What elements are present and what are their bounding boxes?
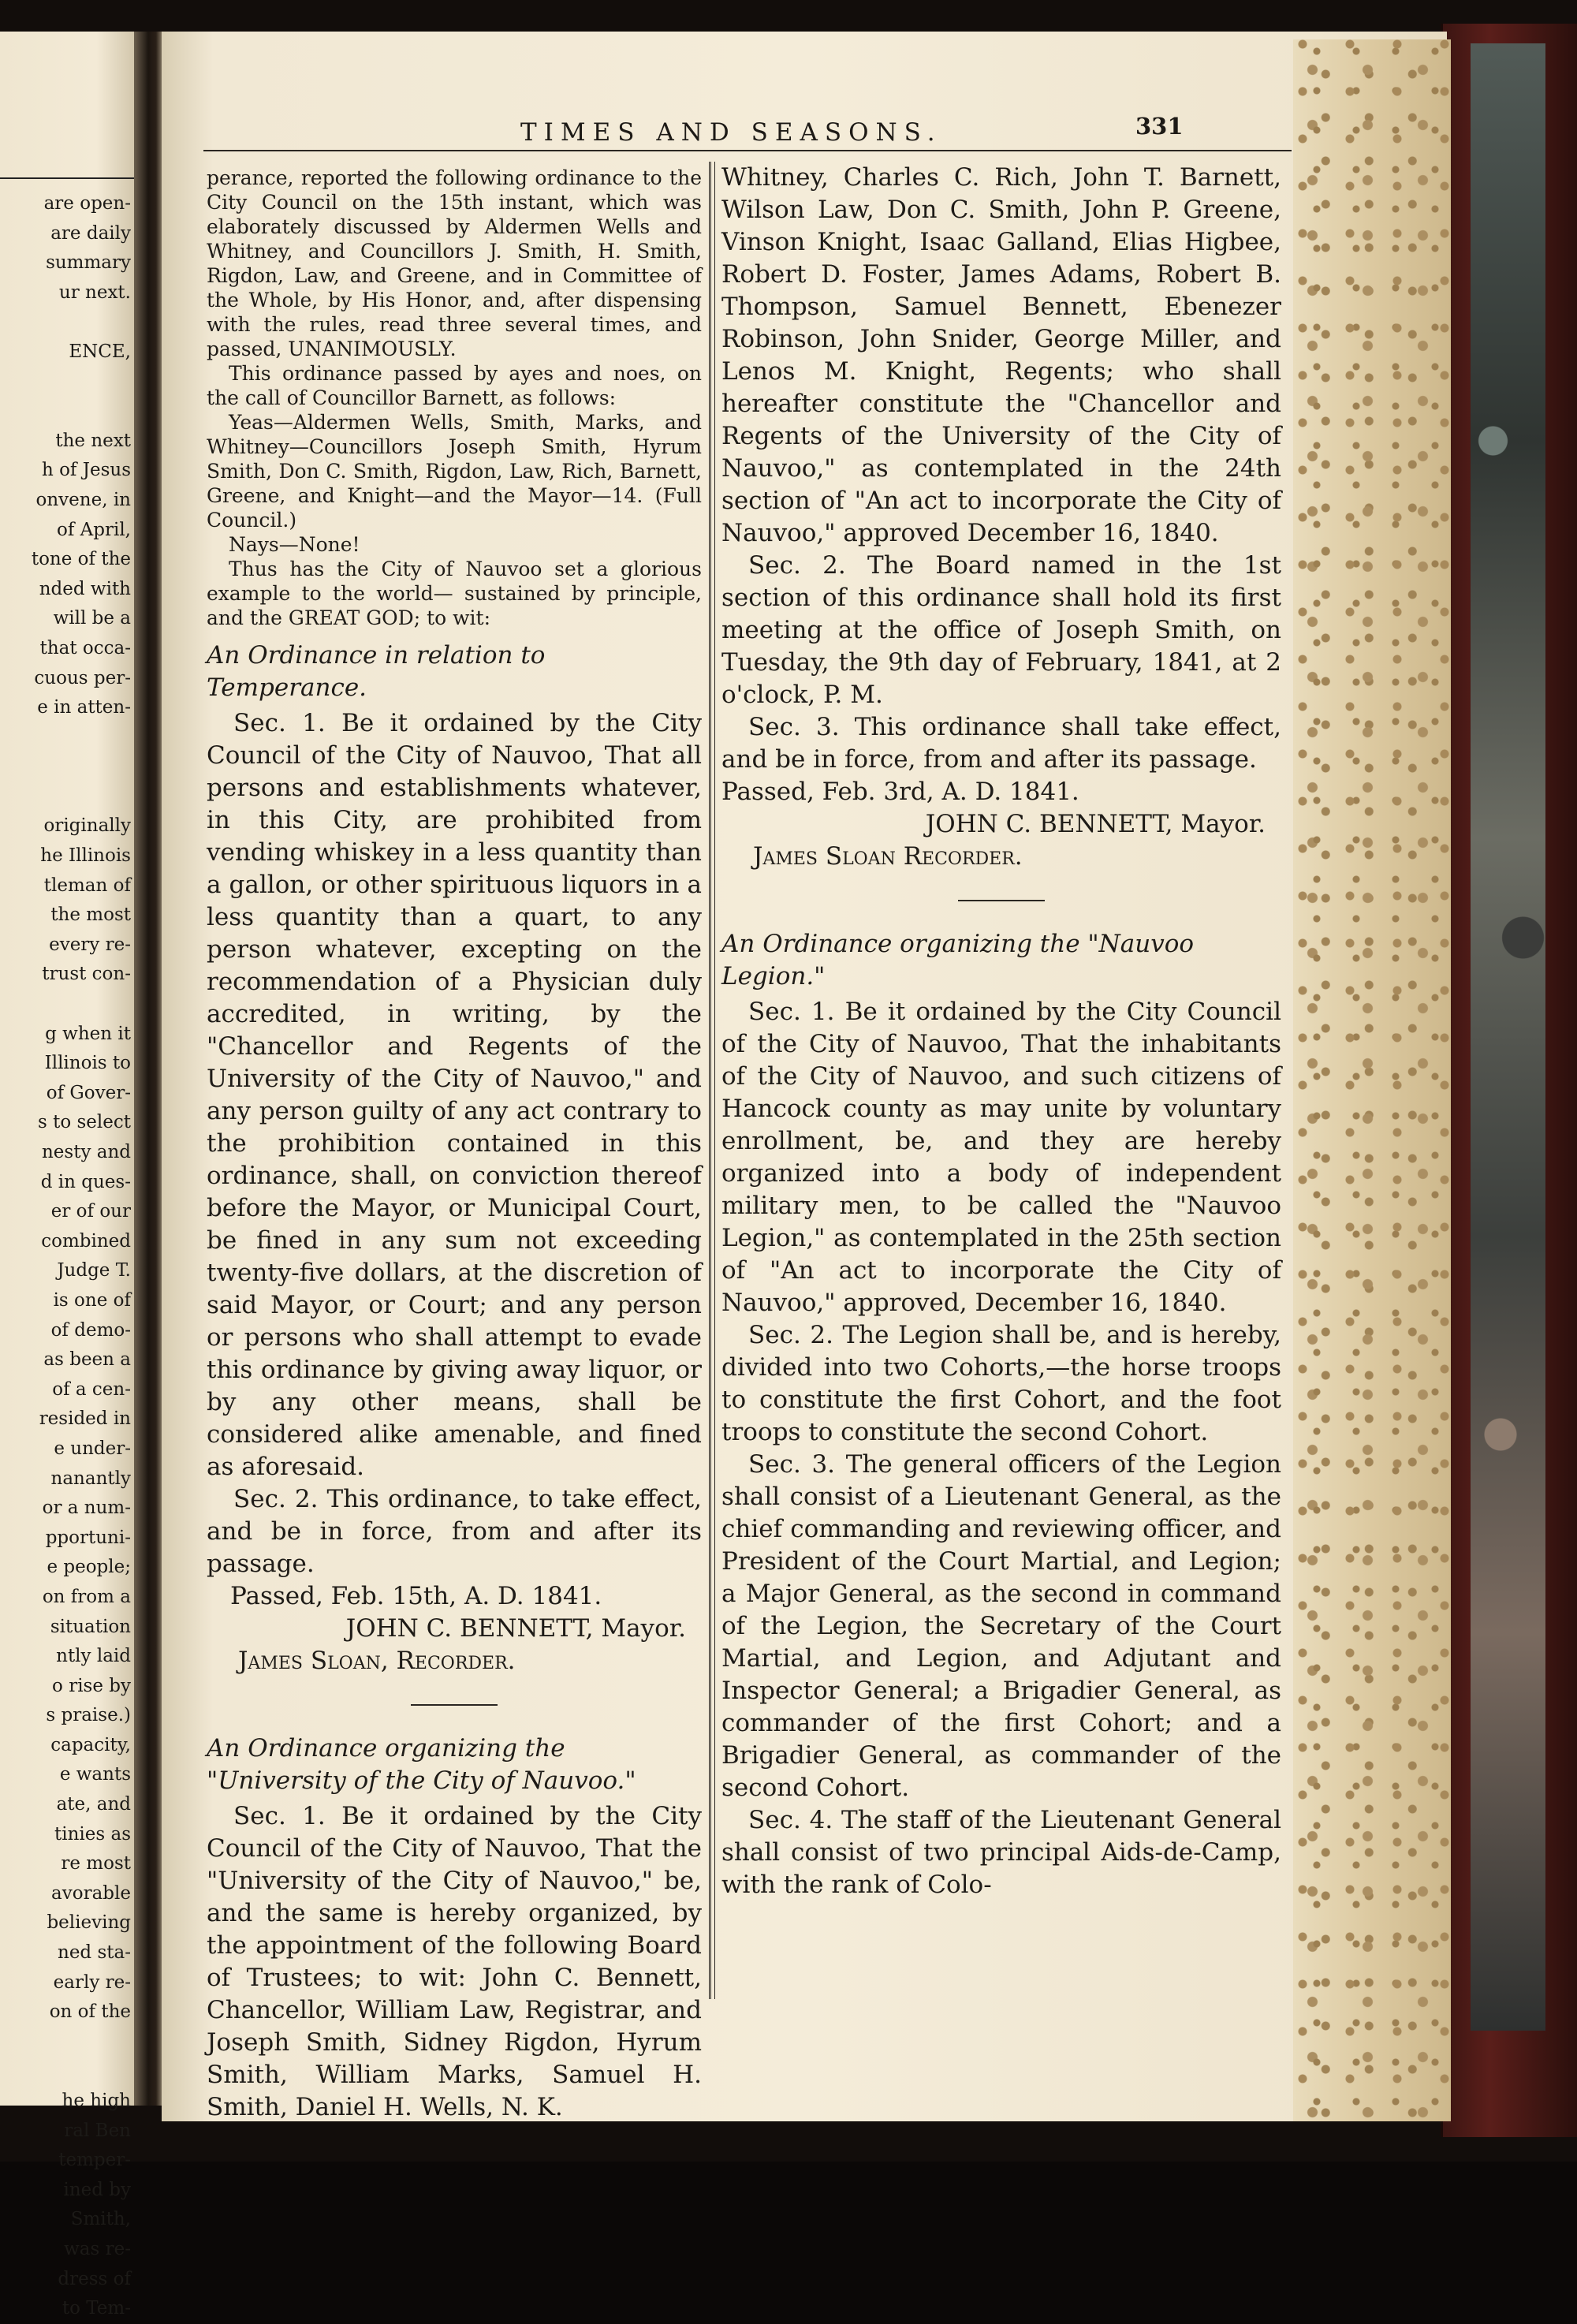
university-recorder: James Sloan Recorder. bbox=[753, 842, 1023, 871]
left-page-line: of April, bbox=[56, 519, 131, 540]
left-page-line bbox=[0, 397, 136, 427]
left-page-line: re most bbox=[61, 1853, 131, 1874]
vote-paragraph: This ordinance passed by ayes and noes, on the call of Councillor Barnett, as follows: bbox=[207, 362, 702, 409]
left-page-line: o rise by bbox=[52, 1675, 131, 1696]
left-page-line: avorable bbox=[51, 1882, 131, 1904]
left-page-line: e in atten- bbox=[37, 697, 131, 718]
left-page-line: onvene, in bbox=[35, 489, 131, 510]
left-page-line: nesty and bbox=[41, 1142, 131, 1162]
left-page-line: g when it bbox=[45, 1023, 131, 1044]
marbled-endpaper bbox=[1471, 43, 1545, 2031]
nays-paragraph: Nays—None! bbox=[229, 533, 360, 556]
left-page-line: combined bbox=[41, 1230, 131, 1252]
left-page-line: ral Ben bbox=[64, 2120, 131, 2141]
temperance-recorder: James Sloan, Recorder. bbox=[238, 1647, 516, 1675]
left-page-line: as been a bbox=[43, 1349, 131, 1371]
left-page-line: the next bbox=[55, 430, 131, 451]
left-page-line: er of our bbox=[50, 1201, 131, 1222]
legion-section-1: Sec. 1. Be it ordained by the City Council of the City of Nauvoo, That the inhabitants of the City of Nauvoo, and such citizens of Hancock county as may unite by voluntary enrollment, be, and they are hereby organized into a body of independent military men, to be called the "Nauvoo Legion," as contemplated in the 25th section of "An act to incorporate the City of Nauvoo," approved, December 16, 1840. bbox=[721, 998, 1281, 1317]
left-page-line: h of Jesus bbox=[41, 460, 131, 481]
thus-paragraph: Thus has the City of Nauvoo set a glorious example to the world— sustained by principle, and the GREAT GOD; to wit: bbox=[207, 558, 702, 629]
left-page-rule bbox=[0, 177, 138, 179]
left-page-line: tleman of bbox=[43, 875, 131, 896]
left-page-line bbox=[0, 782, 136, 812]
university-passed: Passed, Feb. 3rd, A. D. 1841. bbox=[721, 778, 1079, 806]
left-page-line: originally bbox=[43, 815, 131, 837]
temperance-mayor-signature: JOHN C. BENNETT, Mayor. bbox=[345, 1614, 686, 1643]
left-page-line: pportuni- bbox=[45, 1527, 131, 1548]
yeas-paragraph: Yeas—Aldermen Wells, Smith, Marks, and Whitney—Councillors Joseph Smith, Hyrum Smith, Don C. Smith, Rigdon, Law, Rich, Barnett, Greene, and Knight—and the Mayor—14. (Full Council.) bbox=[207, 411, 702, 532]
left-page-text bbox=[0, 189, 136, 2319]
running-title: TIMES AND SEASONS. bbox=[520, 118, 942, 147]
left-page-line: or a num- bbox=[42, 1498, 131, 1519]
left-page-line bbox=[0, 367, 136, 397]
left-page-line: of a cen- bbox=[52, 1378, 131, 1400]
left-page-line: ntly laid bbox=[56, 1646, 131, 1667]
section-separator bbox=[411, 1704, 498, 1706]
left-page-line: Smith, bbox=[70, 2209, 131, 2230]
university-ordinance-title: An Ordinance organizing the "University of the City of Nauvoo." bbox=[207, 1734, 636, 1795]
left-page-line: capacity, bbox=[50, 1734, 131, 1755]
left-page-line: are daily bbox=[50, 222, 131, 244]
left-page-line: nanantly bbox=[50, 1468, 131, 1489]
temperance-passed: Passed, Feb. 15th, A. D. 1841. bbox=[230, 1582, 602, 1610]
left-page-line bbox=[0, 2057, 136, 2087]
university-mayor-signature: JOHN C. BENNETT, Mayor. bbox=[925, 810, 1266, 838]
right-column bbox=[721, 162, 1281, 1901]
left-page-line: on from a bbox=[42, 1586, 131, 1607]
left-page-line: cuous per- bbox=[34, 667, 131, 688]
left-page-line: Judge T. bbox=[57, 1260, 131, 1281]
legion-ordinance-title: An Ordinance organizing the "Nauvoo Legion." bbox=[721, 930, 1195, 990]
left-page-line: that occa- bbox=[39, 637, 131, 658]
legion-section-4: Sec. 4. The staff of the Lieutenant General shall consist of two principal Aids-de-Camp, with the rank of Colo- bbox=[721, 1806, 1281, 1899]
left-page-line: every re- bbox=[49, 934, 131, 955]
university-section-2: Sec. 2. The Board named in the 1st section of this ordinance shall hold its first meeting at the office of Joseph Smith, on Tuesday, the 9th day of February, 1841, at 2 o'clock, P. M. bbox=[721, 551, 1281, 709]
left-page-line: ENCE, bbox=[69, 341, 131, 362]
left-page-line: of Gover- bbox=[46, 1082, 131, 1103]
header-rule bbox=[203, 150, 1292, 151]
left-page-line bbox=[0, 2027, 136, 2057]
left-page-line: tone of the bbox=[31, 549, 131, 570]
left-page-line: the most bbox=[50, 905, 131, 926]
column-rule bbox=[709, 162, 715, 1999]
left-page-line: of demo- bbox=[50, 1319, 131, 1341]
left-page-line bbox=[0, 723, 136, 753]
left-page-line: e people; bbox=[47, 1557, 131, 1578]
left-page-line: was re- bbox=[64, 2238, 131, 2259]
left-page-line bbox=[0, 308, 136, 338]
left-page-line: ined by bbox=[63, 2179, 131, 2200]
council-report bbox=[207, 166, 702, 630]
left-column bbox=[207, 166, 702, 2124]
temperance-ordinance-title: An Ordinance in relation to Temperance. bbox=[207, 641, 546, 702]
university-section-1-continued: Whitney, Charles C. Rich, John T. Barnett, Wilson Law, Don C. Smith, John P. Greene, Vinson Knight, Isaac Galland, Elias Higbee, Robert D. Foster, James Adams, Robert B. Thompson, Samuel Bennett, Ebenezer Robinson, John Snider, George Miller, and Lenos M. Knight, Regents; who shall hereafter constitute the "Chancellor and Regents of the University of the City of Nauvoo," as contemplated in the 24th section of "An act to incorporate the City of Nauvoo," approved December 16, 1840. bbox=[721, 163, 1281, 547]
left-page-line: tinies as bbox=[54, 1823, 131, 1845]
left-page-line: resided in bbox=[39, 1408, 131, 1430]
left-page-line: ur next. bbox=[58, 282, 131, 303]
left-page-line: ned sta- bbox=[58, 1942, 131, 1964]
left-facing-page bbox=[0, 32, 138, 2319]
section-separator bbox=[958, 900, 1045, 901]
left-page-line: e under- bbox=[54, 1438, 131, 1459]
left-page-line: he high bbox=[62, 2091, 131, 2111]
left-page-line: to Tem- bbox=[62, 2298, 131, 2319]
left-page-line: believing bbox=[47, 1912, 131, 1934]
left-page-line: Illinois to bbox=[44, 1053, 131, 1074]
left-page-line: are open- bbox=[43, 193, 131, 214]
left-page-line: s to select bbox=[37, 1112, 131, 1133]
book-gutter bbox=[134, 32, 166, 2106]
intro-paragraph: perance, reported the following ordinance to the City Council on the 15th instant, which was elaborately discussed by Aldermen Wells and Whitney, and Councillors J. Smith, H. Smith, Rigdon, Law, and Greene, and in Committee of the Whole, by His Honor, and, after dispensing with the rules, read three several times, and passed, UNANIMOUSLY. bbox=[207, 166, 702, 360]
left-page-line bbox=[0, 752, 136, 782]
left-page-line bbox=[0, 990, 136, 1020]
left-page-line: temper- bbox=[58, 2150, 131, 2171]
temperance-section-2: Sec. 2. This ordinance, to take effect, and be in force, from and after its passage. bbox=[207, 1485, 702, 1578]
left-page-line: e wants bbox=[59, 1764, 131, 1785]
left-page-line: d in ques- bbox=[40, 1171, 131, 1192]
left-page-line: nded with bbox=[39, 578, 131, 599]
left-page-line: ate, and bbox=[56, 1794, 131, 1815]
left-page-line: summary bbox=[46, 252, 131, 274]
page-number: 331 bbox=[1135, 113, 1184, 140]
left-page-line: trust con- bbox=[42, 964, 131, 985]
left-page-line: early re- bbox=[53, 1971, 131, 1993]
legion-section-2: Sec. 2. The Legion shall be, and is hereby, divided into two Cohorts,—the horse troops to constitute the first Cohort, and the foot troops to constitute the second Cohort. bbox=[721, 1321, 1281, 1446]
page-edge-foxed bbox=[1293, 39, 1451, 2121]
temperance-section-1: Sec. 1. Be it ordained by the City Council of the City of Nauvoo, That all persons and establishments whatever, in this City, are prohibited from vending whiskey in a less quantity than a gallon, or other spirituous liquors in a less quantity than a quart, to any person whatever, excepting on the recommendation of a Physician duly accredited, in writing, by the "Chancellor and Regents of the University of the City of Nauvoo," and any person guilty of any act contrary to the prohibition contained in this ordinance, shall, on conviction thereof before the Mayor, or Municipal Court, be fined in any sum not exceeding twenty-five dollars, at the discretion of said Mayor, or Court; and any person or persons who shall attempt to evade this ordinance by giving away liquor, or by any other means, shall be considered alike amenable, and fined as aforesaid. bbox=[207, 709, 702, 1481]
university-section-1: Sec. 1. Be it ordained by the City Council of the City of Nauvoo, That the "University of the City of Nauvoo," be, and the same is hereby organized, by the appointment of the following Board of Trustees; to wit: John C. Bennett, Chancellor, William Law, Registrar, and Joseph Smith, Sidney Rigdon, Hyrum Smith, William Marks, Samuel H. Smith, Daniel H. Wells, N. K. bbox=[207, 1802, 702, 2121]
left-page-line: is one of bbox=[53, 1289, 131, 1311]
legion-section-3: Sec. 3. The general officers of the Legion shall consist of a Lieutenant General, as the chief commanding and reviewing officer, and President of the Court Martial, and Legion; a Major General, as the second in command of the Legion, the Secretary of the Court Martial, and Legion, and Adjutant and Inspector General; a Brigadier General, as commander of the first Cohort; and a Brigadier General, as commander of the second Cohort. bbox=[721, 1450, 1281, 1802]
university-section-3: Sec. 3. This ordinance shall take effect, and be in force, from and after its passage. bbox=[721, 713, 1281, 774]
left-page-line: on of the bbox=[49, 2001, 131, 2023]
left-page-line: situation bbox=[50, 1616, 131, 1637]
left-page-line: he Illinois bbox=[40, 845, 131, 867]
left-page-line: will be a bbox=[53, 608, 131, 629]
left-page-line: dress of bbox=[58, 2268, 131, 2289]
left-page-line: s praise.) bbox=[46, 1705, 131, 1726]
